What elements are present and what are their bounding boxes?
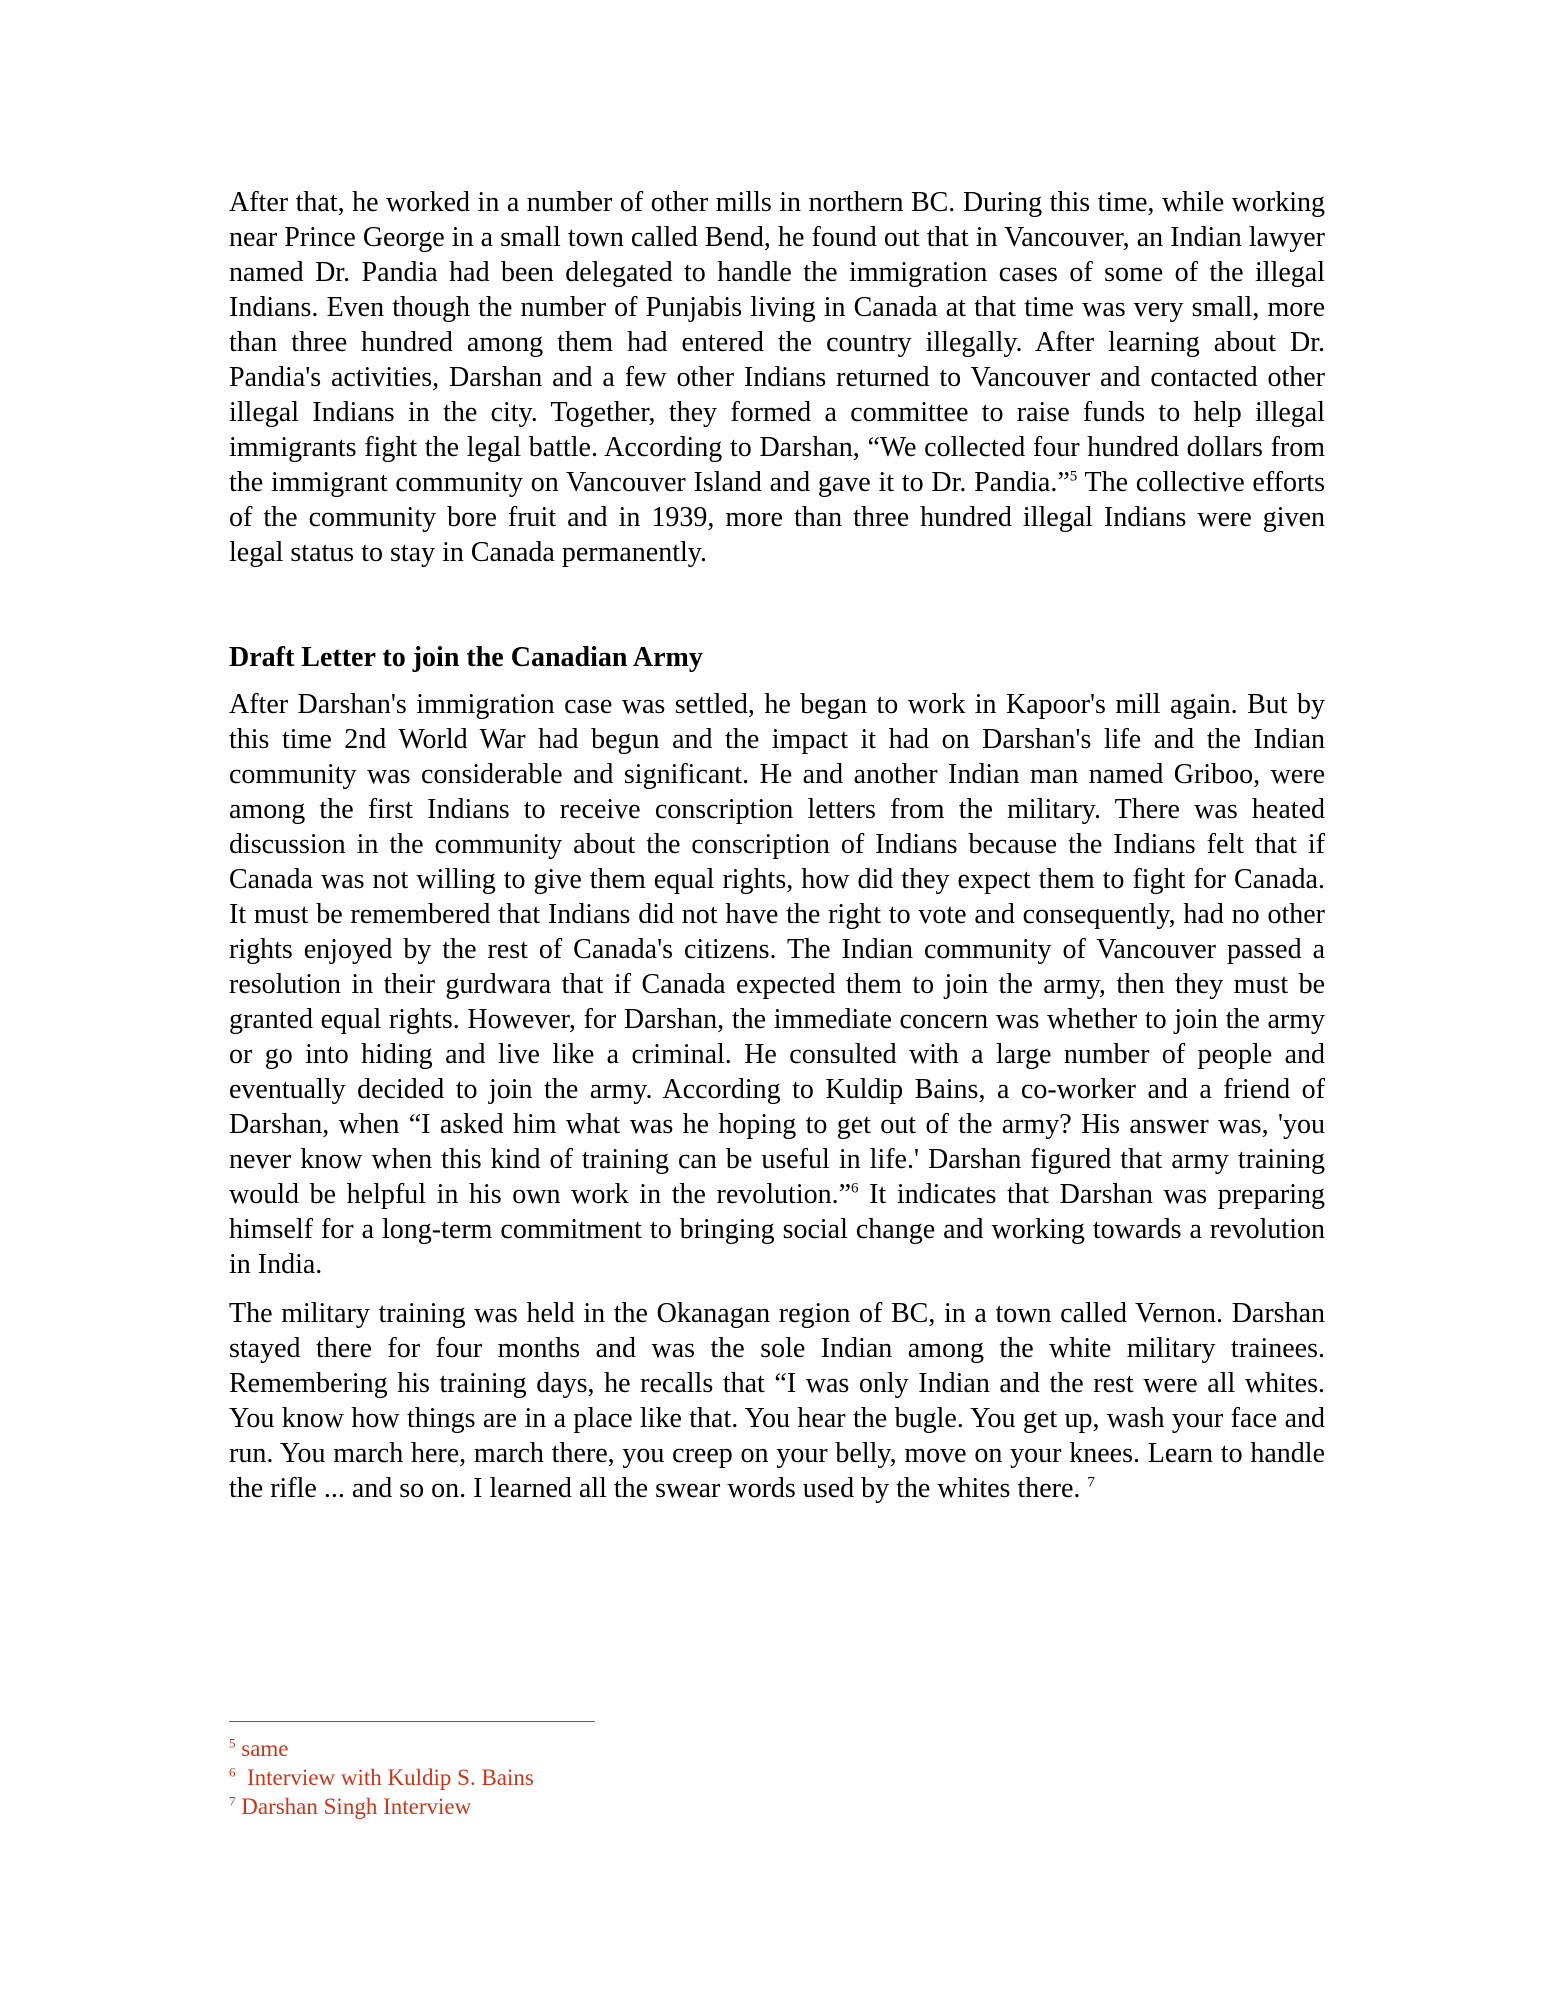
paragraph-military-training (229, 1296, 1325, 1506)
footnote-item (229, 1763, 829, 1792)
footnote-reference[interactable]: 6 (851, 1180, 859, 1197)
footnote-item (229, 1734, 829, 1763)
footnote-number: 6 (229, 1764, 236, 1780)
footnote-separator (229, 1721, 595, 1722)
paragraph-text: After that, he worked in a number of other mills in northern BC. During this time, while working near Prince George in a small town called Bend, he found out that in Vancouver, an Indian lawyer named Dr. Pandia had been delegated to handle the immigration cases of some of the illegal Indians. Even though the number of Punjabis living in Canada at that time was very small, more than three hundred among them had entered the country illegally. After learning about Dr. Pandia's activities, Darshan and a few other Indians returned to Vancouver and contacted other illegal Indians in the city. Together, they formed a committee to raise funds to help illegal immigrants fight the legal battle. According to Darshan, “We collected four hundred dollars from the immigrant community on Vancouver Island and gave it to Dr. Pandia.” (229, 187, 1325, 498)
footnotes-section (229, 1721, 829, 1821)
paragraph-mill-work (229, 185, 1325, 570)
paragraph-text: After Darshan's immigration case was settled, he began to work in Kapoor's mill again. But by this time 2nd World War had begun and the impact it had on Darshan's life and the Indian community was considerable and significant. He and another Indian man named Griboo, were among the first Indians to receive conscription letters from the military. There was heated discussion in the community about the conscription of Indians because the Indians felt that if Canada was not willing to give them equal rights, how did they expect them to fight for Canada. It must be remembered that Indians did not have the right to vote and consequently, had no other rights enjoyed by the rest of Canada's citizens. The Indian community of Vancouver passed a resolution in their gurdwara that if Canada expected them to join the army, then they must be granted equal rights. However, for Darshan, the immediate concern was whether to join the army or go into hiding and live like a criminal. He consulted with a large number of people and eventually decided to join the army. According to Kuldip Bains, a co-worker and a friend of Darshan, when “I asked him what was he hoping to get out of the army? His answer was, 'you never know when this kind of training can be useful in life.' Darshan figured that army training would be helpful in his own work in the revolution.” (229, 689, 1325, 1210)
footnote-text: same (235, 1736, 289, 1761)
footnote-text: Darshan Singh Interview (235, 1794, 472, 1819)
paragraph-text: The collective efforts of the community bore fruit and in 1939, more than three hundred illegal Indians were given legal status to stay in Canada permanently. (229, 467, 1325, 568)
footnote-text: Interview with Kuldip S. Bains (235, 1765, 534, 1790)
footnote-reference[interactable]: 7 (1087, 1474, 1095, 1491)
document-page (229, 185, 1325, 1506)
paragraph-conscription (229, 687, 1325, 1282)
footnote-number: 5 (229, 1735, 236, 1751)
footnote-reference[interactable]: 5 (1069, 468, 1078, 485)
paragraph-text: It indicates that Darshan was preparing himself for a long-term commitment to bringing social change and working towards a revolution in India. (229, 1179, 1325, 1280)
section-heading: Draft Letter to join the Canadian Army (229, 642, 703, 673)
footnote-number: 7 (229, 1793, 236, 1809)
footnote-item (229, 1792, 829, 1821)
paragraph-text: The military training was held in the Okanagan region of BC, in a town called Vernon. Darshan stayed there for four months and was the sole Indian among the white military trainees. Remembering his training days, he recalls that “I was only Indian and the rest were all whites. You know how things are in a place like that. You hear the bugle. You get up, wash your face and run. You march here, march there, you creep on your belly, move on your knees. Learn to handle the rifle ... and so on. I learned all the swear words used by the whites there. (229, 1298, 1325, 1504)
